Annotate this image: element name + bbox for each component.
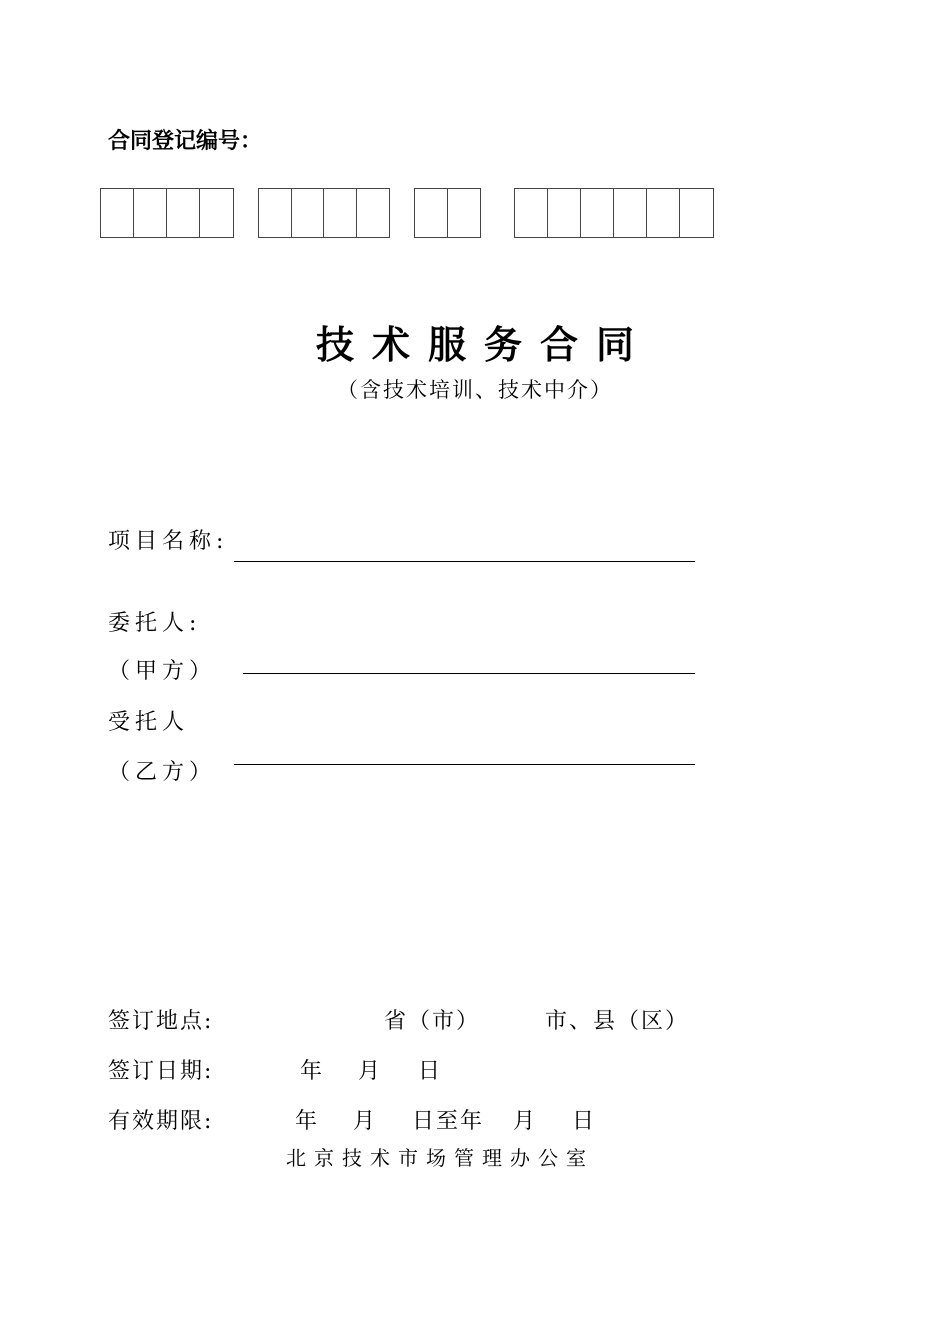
registration-box-cell[interactable]: [448, 189, 481, 237]
signing-month-label: 月: [358, 1059, 383, 1084]
registration-box-cell[interactable]: [134, 189, 167, 237]
registration-box-cell[interactable]: [415, 189, 448, 237]
registration-number-label: 合同登记编号：: [108, 129, 263, 154]
registration-box-cell[interactable]: [548, 189, 581, 237]
city-county-label: 市、县（区）: [545, 1009, 690, 1034]
registration-box-cell[interactable]: [515, 189, 548, 237]
registration-box-cell[interactable]: [167, 189, 200, 237]
contract-subtitle: （含技术培训、技术中介）: [337, 378, 613, 402]
signing-date-label: 签订日期:: [108, 1059, 214, 1084]
registration-box-cell[interactable]: [357, 189, 389, 237]
registration-box-cell[interactable]: [324, 189, 357, 237]
registration-box-group-3[interactable]: [414, 188, 481, 238]
signing-day-label: 日: [418, 1059, 443, 1084]
issuer-footer: 北京技术市场管理办公室: [286, 1146, 594, 1170]
registration-box-cell[interactable]: [259, 189, 292, 237]
party-a-input-line[interactable]: [243, 673, 695, 674]
party-a-label: （甲方）: [108, 659, 217, 684]
registration-box-cell[interactable]: [200, 189, 233, 237]
registration-box-cell[interactable]: [581, 189, 614, 237]
province-label: 省（市）: [384, 1009, 481, 1034]
validity-start-month-label: 月: [353, 1109, 378, 1134]
signing-place-label: 签订地点:: [108, 1009, 214, 1034]
validity-end-month-label: 月: [513, 1109, 538, 1134]
project-name-input-line[interactable]: [234, 561, 695, 562]
client-label: 委托人:: [108, 611, 202, 636]
signing-year-label: 年: [300, 1059, 325, 1084]
validity-end-day-label: 日: [572, 1109, 597, 1134]
registration-box-group-4[interactable]: [514, 188, 714, 238]
registration-box-cell[interactable]: [614, 189, 647, 237]
registration-box-cell[interactable]: [680, 189, 713, 237]
party-b-input-line[interactable]: [234, 764, 695, 765]
registration-box-cell[interactable]: [292, 189, 325, 237]
validity-day-to-year-label: 日至年: [412, 1109, 485, 1134]
registration-box-cell[interactable]: [647, 189, 680, 237]
validity-label: 有效期限:: [108, 1109, 214, 1134]
registration-box-group-1[interactable]: [100, 188, 234, 238]
validity-start-year-label: 年: [295, 1109, 320, 1134]
registration-box-cell[interactable]: [101, 189, 134, 237]
party-b-label: （乙方）: [108, 760, 217, 785]
trustee-label: 受托人: [108, 710, 190, 735]
registration-box-group-2[interactable]: [258, 188, 390, 238]
project-name-label: 项目名称:: [108, 529, 229, 554]
contract-title: 技术服务合同: [315, 322, 652, 367]
